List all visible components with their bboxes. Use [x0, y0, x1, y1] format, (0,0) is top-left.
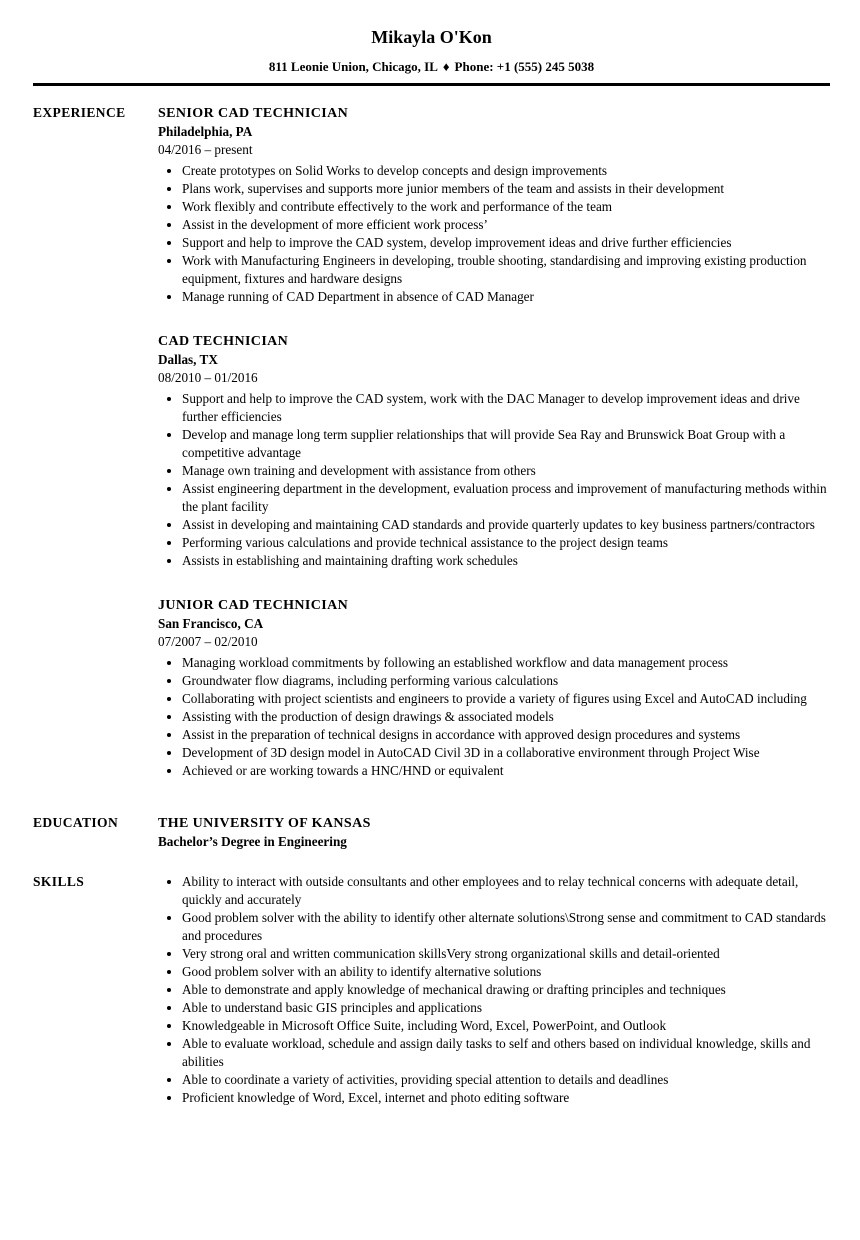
job-bullet: • Support and help to improve the CAD system, work with the DAC Manager to develop improvement ideas and drive further efficiencies [182, 390, 830, 426]
job-bullet: • Plans work, supervises and supports more junior members of the team and assists in their development [182, 180, 830, 198]
job-bullet: • Assist in developing and maintaining CAD standards and provide quarterly updates to key business partners/contractors [182, 516, 830, 534]
section-label-skills: SKILLS [33, 874, 85, 889]
job-bullet: • Assist in the development of more efficient work process’ [182, 216, 830, 234]
job-bullet: • Assist in the preparation of technical designs in accordance with approved design procedures and systems [182, 726, 830, 744]
job-title: CAD TECHNICIAN [158, 334, 289, 349]
job-bullet: • Collaborating with project scientists and engineers to provide a variety of figures using Excel and AutoCAD including [182, 690, 830, 708]
section-label-education: EDUCATION [33, 815, 119, 830]
job-bullet: • Managing workload commitments by following an established workflow and data management process [182, 654, 830, 672]
section-label-experience: EXPERIENCE [33, 105, 126, 120]
resume-header [33, 26, 830, 86]
job-location: San Francisco, CA [158, 616, 264, 631]
job-bullet: • Assist engineering department in the development, evaluation process and improvement of manufacturing methods within the plant facility [182, 480, 830, 516]
job-entry-senior-cad-technician [158, 104, 830, 306]
job-bullet: • Assisting with the production of design drawings & associated models [182, 708, 830, 726]
job-bullet: • Work flexibly and contribute effectively to the work and performance of the team [182, 198, 830, 216]
diamond-icon: ♦ [442, 59, 450, 74]
degree-name: Bachelor’s Degree in Engineering [158, 834, 347, 849]
job-dates: 08/2010 – 01/2016 [158, 370, 258, 385]
section-skills [33, 873, 830, 1107]
job-bullet: • Groundwater flow diagrams, including performing various calculations [182, 672, 830, 690]
candidate-name: Mikayla O'Kon [371, 27, 492, 47]
skill-item: • Able to understand basic GIS principles and applications [182, 999, 830, 1017]
skill-item: • Proficient knowledge of Word, Excel, internet and photo editing software [182, 1089, 830, 1107]
resume-page [33, 26, 830, 1107]
section-education [33, 814, 830, 851]
skill-item: • Able to evaluate workload, schedule and assign daily tasks to self and others based on individual knowledge, skills and abilities [182, 1035, 830, 1071]
job-bullet-list [158, 390, 830, 570]
section-experience [33, 104, 830, 780]
skill-item: • Good problem solver with the ability to identify other alternate solutions\Strong sense and commitment to CAD standards and procedures [182, 909, 830, 945]
header-divider [33, 83, 830, 86]
job-location: Dallas, TX [158, 352, 218, 367]
skills-content [158, 873, 830, 1107]
job-bullet-list [158, 162, 830, 306]
contact-line [33, 58, 830, 76]
skill-item: • Very strong oral and written communication skillsVery strong organizational skills and detail-oriented [182, 945, 830, 963]
skill-item: • Knowledgeable in Microsoft Office Suite, including Word, Excel, PowerPoint, and Outlook [182, 1017, 830, 1035]
job-bullet-list [158, 654, 830, 780]
job-bullet: • Development of 3D design model in AutoCAD Civil 3D in a collaborative environment through Project Wise [182, 744, 830, 762]
skill-item: • Able to demonstrate and apply knowledge of mechanical drawing or drafting principles and techniques [182, 981, 830, 999]
job-bullet: • Work with Manufacturing Engineers in developing, trouble shooting, standardising and improving existing production equipment, fixtures and hardware designs [182, 252, 830, 288]
school-name: THE UNIVERSITY OF KANSAS [158, 816, 371, 831]
job-dates: 07/2007 – 02/2010 [158, 634, 258, 649]
job-location: Philadelphia, PA [158, 124, 253, 139]
job-bullet: • Manage running of CAD Department in absence of CAD Manager [182, 288, 830, 306]
job-bullet: • Develop and manage long term supplier relationships that will provide Sea Ray and Brunswick Boat Group with a competitive advantage [182, 426, 830, 462]
skill-item: • Good problem solver with an ability to identify alternative solutions [182, 963, 830, 981]
job-title: JUNIOR CAD TECHNICIAN [158, 598, 349, 613]
job-bullet: • Performing various calculations and provide technical assistance to the project design teams [182, 534, 830, 552]
skill-item: • Able to coordinate a variety of activities, providing special attention to details and deadlines [182, 1071, 830, 1089]
skill-item: • Ability to interact with outside consultants and other employees and to relay technical concerns with adequate detail, quickly and accurately [182, 873, 830, 909]
contact-phone: Phone: +1 (555) 245 5038 [454, 59, 595, 74]
contact-address: 811 Leonie Union, Chicago, IL [268, 59, 438, 74]
job-bullet: • Achieved or are working towards a HNC/HND or equivalent [182, 762, 830, 780]
job-title: SENIOR CAD TECHNICIAN [158, 106, 349, 121]
job-bullet: • Create prototypes on Solid Works to develop concepts and design improvements [182, 162, 830, 180]
experience-content [158, 104, 830, 780]
job-entry-junior-cad-technician [158, 596, 830, 780]
skills-list [158, 873, 830, 1107]
education-content [158, 814, 830, 851]
job-bullet: • Support and help to improve the CAD system, develop improvement ideas and drive further efficiencies [182, 234, 830, 252]
job-bullet: • Manage own training and development with assistance from others [182, 462, 830, 480]
job-entry-cad-technician [158, 332, 830, 570]
job-dates: 04/2016 – present [158, 142, 253, 157]
job-bullet: • Assists in establishing and maintaining drafting work schedules [182, 552, 830, 570]
